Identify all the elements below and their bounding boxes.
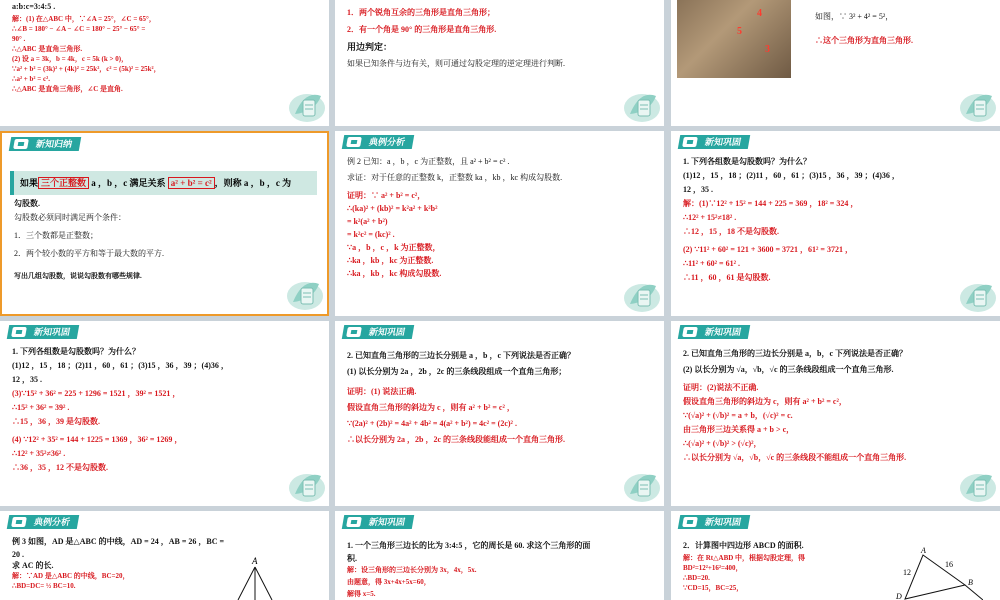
text-line: ∴△ABC 是直角三角形，∠C 是直角. [12,85,123,93]
edge-label: 16 [945,560,953,569]
text-line: = k²c² = (kc)² . [347,230,395,239]
text-line: 证明：(2)说法不正确. [683,383,759,392]
slide-content [683,155,990,285]
text-line: 2．计算图中四边形 ABCD 的面积. [683,541,804,550]
slide-tag [678,135,750,149]
text-line: 90° . [12,35,26,43]
text-line: 2. 已知直角三角形的三边长分别是 a ，b ，c 下列说法是否正确？ [347,351,575,360]
leaf-scroll-icon [956,274,998,314]
slide-tag-label: 新知巩固 [704,517,742,527]
text-line: 解：(1) 在△ABC 中，∵∠A = 25°，∠C = 65°， [12,15,156,23]
text-line: ∴BD=DC= ½ BC=10. [12,582,76,590]
text-line: = k²(a² + b²) [347,217,388,226]
banner-text: a ，b ，c 满足关系 [89,178,168,188]
text-line: a:b:c=3:4:5 . [12,2,56,11]
text-line: ∴36 ，35 ，12 不是勾股数. [12,463,108,472]
photo-label: 4 [757,8,762,19]
text-line: 解：∵AD 是△ABC 的中线，BC=20， [12,572,130,580]
text-line: 勾股数. [14,199,40,208]
text-line: ∴12² + 35²≠36² . [12,449,66,458]
slide-tag [342,515,414,529]
slide-tag [9,137,81,151]
slide-content [12,0,319,94]
text-line: ∵a ，b ，c ，k 为正整数， [347,243,441,252]
leaf-scroll-icon [956,464,998,504]
text-line: ∴(ka)² + (kb)² = k²a² + k²b² [347,204,438,213]
slide-thumbnail-6[interactable] [671,131,1000,316]
text-line: ∴∠B = 180° − ∠A − ∠C = 180° − 25° − 65° = [12,25,146,33]
text-line: (2) 设 a = 3k，b = 4k，c = 5k (k > 0)， [12,55,129,63]
slide-tag [7,325,79,339]
definition-banner [10,171,317,195]
text-line: 证明：(1) 说法正确. [347,387,417,396]
text-line: 解：(1)∵12² + 15² = 144 + 225 = 369 ，18² = 324 ， [683,199,859,208]
text-line: ∴11 ，60 ，61 是勾股数. [683,273,771,282]
text-line: (2) 以长分别为 √a，√b，√c 的三条线段组成一个直角三角形. [683,365,894,374]
text-line: ∴BD=20. [683,574,710,582]
text-line: (2) ∵11² + 60² = 121 + 3600 = 3721 ，61² = 3721 ， [683,245,853,254]
slide-tag [678,325,750,339]
edge-label: 12 [903,568,911,577]
text-line: 假设直角三角形的斜边为 c ，则有 a² + b² = c² ， [347,403,515,412]
text-line: ∴12² + 15²≠18² . [683,213,737,222]
book-icon [346,517,362,527]
text-line: 求证：对于任意的正整数 k，正整数 ka ，kb ，kc 构成勾股数. [347,173,563,182]
text-line: 解：设三角形的三边长分别为 3x，4x，5x. [347,566,477,574]
vertex-label: A [921,546,926,555]
book-icon [11,327,27,337]
text-line: 20 . [12,550,24,559]
text-line: 1. 一个三角形三边长的比为 3:4:5 ，它的周长是 60. 求这个三角形的面 [347,541,591,550]
text-line: 假设直角三角形的斜边为 c，则有 a² + b² = c²， [683,397,847,406]
text-line: ∵(√a)² + (√b)² = a + b，(√c)² = c. [683,411,793,420]
text-line: 12 ，35 . [12,375,42,384]
text-line: ∵CD=15，BC=25， [683,584,744,592]
slide-tag-label: 新知归纳 [35,139,73,149]
text-line: 例 3 如图，AD 是△ABC 的中线，AD = 24 ，AB = 26 ，BC = [12,537,225,546]
text-line: BD²=12²+16²=400， [683,564,743,572]
text-line: ∴ka ，kb ，kc 为正整数. [347,256,434,265]
slide-thumbnail-5[interactable] [335,131,664,316]
text-line: 如图，∵ 3² + 4² = 5²， [815,12,894,21]
slide-thumbnail-1[interactable] [0,0,329,126]
slide-thumbnail-12[interactable] [671,511,1000,600]
book-icon [682,517,698,527]
text-line: 1．两个锐角互余的三角形是直角三角形； [347,8,495,17]
text-line: 2. 已知直角三角形的三边长分别是 a，b，c 下列说法是否正确？ [683,349,907,358]
text-line: ∵a² + b² = (3k)² + (4k)² = 25k²，c² = (5k)² = 25k²， [12,65,161,73]
slide-content [683,539,920,593]
photo-label: 5 [737,26,742,37]
book-icon [346,327,362,337]
text-line: 解：在 Rt△ABD 中，根据勾股定理，得 [683,554,806,562]
slide-content [347,539,654,600]
triangle-figure [226,555,286,600]
text-line: ∴△ABC 是直角三角形. [12,45,83,53]
text-line: ∵(2a)² + (2b)² = 4a² + 4b² = 4(a² + b²) = 4c² = (2c)² . [347,419,517,428]
text-line: 2．有一个角是 90° 的三角形是直角三角形. [347,25,497,34]
leaf-scroll-icon [620,464,662,504]
leaf-scroll-icon [620,274,662,314]
slide-thumbnail-3[interactable] [671,0,1000,126]
slide-thumbnail-11[interactable] [335,511,664,600]
text-line: 如果已知条件与边有关，则可通过勾股定理的逆定理进行判断. [347,59,565,68]
slide-thumbnail-10[interactable] [0,511,329,600]
leaf-scroll-icon [285,84,327,124]
banner-text: 如果 [20,178,39,188]
text-line: (1) 以长分别为 2a ，2b ，2c 的三条线段组成一个直角三角形； [347,367,567,376]
text-line: ∴12 ，15 ，18 不是勾股数. [683,227,779,236]
slide-tag [342,325,414,339]
slide-content [683,347,990,465]
subheading: 用边判定： [347,42,393,52]
slide-tag [678,515,750,529]
book-icon [11,517,27,527]
text-line: (1)12 ，15 ，18 ；(2)11 ，60 ，61 ；(3)15 ，36 ，39 ；(4)36 ， [683,171,900,180]
slide-thumbnail-2[interactable] [335,0,664,126]
banner-highlight: 三个正整数 [38,177,89,189]
book-icon [682,327,698,337]
slide-thumbnail-4[interactable] [0,131,329,316]
slide-thumbnail-8[interactable] [335,321,664,506]
text-line: (3)∵15² + 36² = 225 + 1296 = 1521 ，39² = 1521 ， [12,389,181,398]
text-line: ∴ka ，kb ，kc 构成勾股数. [347,269,442,278]
text-line: 勾股数必须同时满足两个条件： [14,213,126,222]
leaf-scroll-icon [956,84,998,124]
leaf-scroll-icon [283,272,325,312]
slide-tag-label: 新知巩固 [368,517,406,527]
slide-tag-label: 典例分析 [368,137,406,147]
vertex-label: D [896,592,902,600]
text-line: 解得 x=5. [347,590,376,598]
text-line: ∴以长分别为 2a ，2b ，2c 的三条线段能组成一个直角三角形. [347,435,565,444]
slide-tag [342,135,414,149]
banner-text: ，则称 a ，b ，c 为 [214,178,292,188]
slide-tag [7,515,79,529]
leaf-scroll-icon [620,84,662,124]
text-line: 写出几组勾股数，说说勾股数有哪些规律. [14,272,142,280]
slide-content [347,155,654,280]
text-line: ∴(√a)² + (√b)² > (√c)²， [683,439,762,448]
book-icon [13,139,29,149]
slide-tag-label: 新知巩固 [704,327,742,337]
slide-thumbnail-7[interactable] [0,321,329,506]
text-line: ∴a² + b² = c². [12,75,50,83]
vertex-label: B [968,578,973,587]
slide-tag-label: 新知巩固 [33,327,71,337]
slide-content [14,197,317,283]
slide-content [12,345,319,475]
vertex-label: A [252,556,258,566]
slide-tag-label: 新知巩固 [368,327,406,337]
text-line: 1．三个数都是正整数； [14,231,98,240]
slide-tag-label: 典例分析 [33,517,71,527]
text-line: ∴这个三角形为直角三角形. [815,36,913,45]
text-line: 证明：∵ a² + b² = c²， [347,191,426,200]
photo-label: 3 [765,44,770,55]
text-line: ∴以长分别为 √a，√b，√c 的三条线段不能组成一个直角三角形. [683,453,907,462]
text-line: ∴15 ，36 ，39 是勾股数. [12,417,100,426]
text-line: 由题意，得 3x+4x+5x=60， [347,578,431,586]
illustration-image [677,0,791,78]
text-line: ∴15² + 36² = 39² . [12,403,70,412]
text-line: 例 2 已知：a ，b ，c 为正整数，且 a² + b² = c² . [347,157,510,166]
text-line: 12 ，35 . [683,185,713,194]
text-line: (4) ∵12² + 35² = 144 + 1225 = 1369 ，36² = 1269 ， [12,435,183,444]
slide-content [815,10,990,48]
text-line: 由三角形三边关系得 a + b > c， [683,425,795,434]
banner-highlight: a² + b² = c² [168,177,215,189]
text-line: 积. [347,554,357,563]
text-line: 1. 下列各组数是勾股数吗？为什么？ [12,347,140,356]
quadrilateral-figure [893,545,983,600]
slide-tag-label: 新知巩固 [704,137,742,147]
leaf-scroll-icon [285,464,327,504]
slide-content [347,6,654,71]
text-line: 2．两个较小数的平方和等于最大数的平方. [14,249,164,258]
book-icon [682,137,698,147]
book-icon [346,137,362,147]
slide-content [347,349,654,447]
text-line: 求 AC 的长. [12,561,54,570]
text-line: (1)12 ，15 ，18 ；(2)11 ，60 ，61 ；(3)15 ，36 ，39 ；(4)36 ， [12,361,229,370]
slide-thumbnail-9[interactable] [671,321,1000,506]
text-line: 1. 下列各组数是勾股数吗？为什么？ [683,157,811,166]
text-line: ∴11² + 60² = 61² . [683,259,740,268]
